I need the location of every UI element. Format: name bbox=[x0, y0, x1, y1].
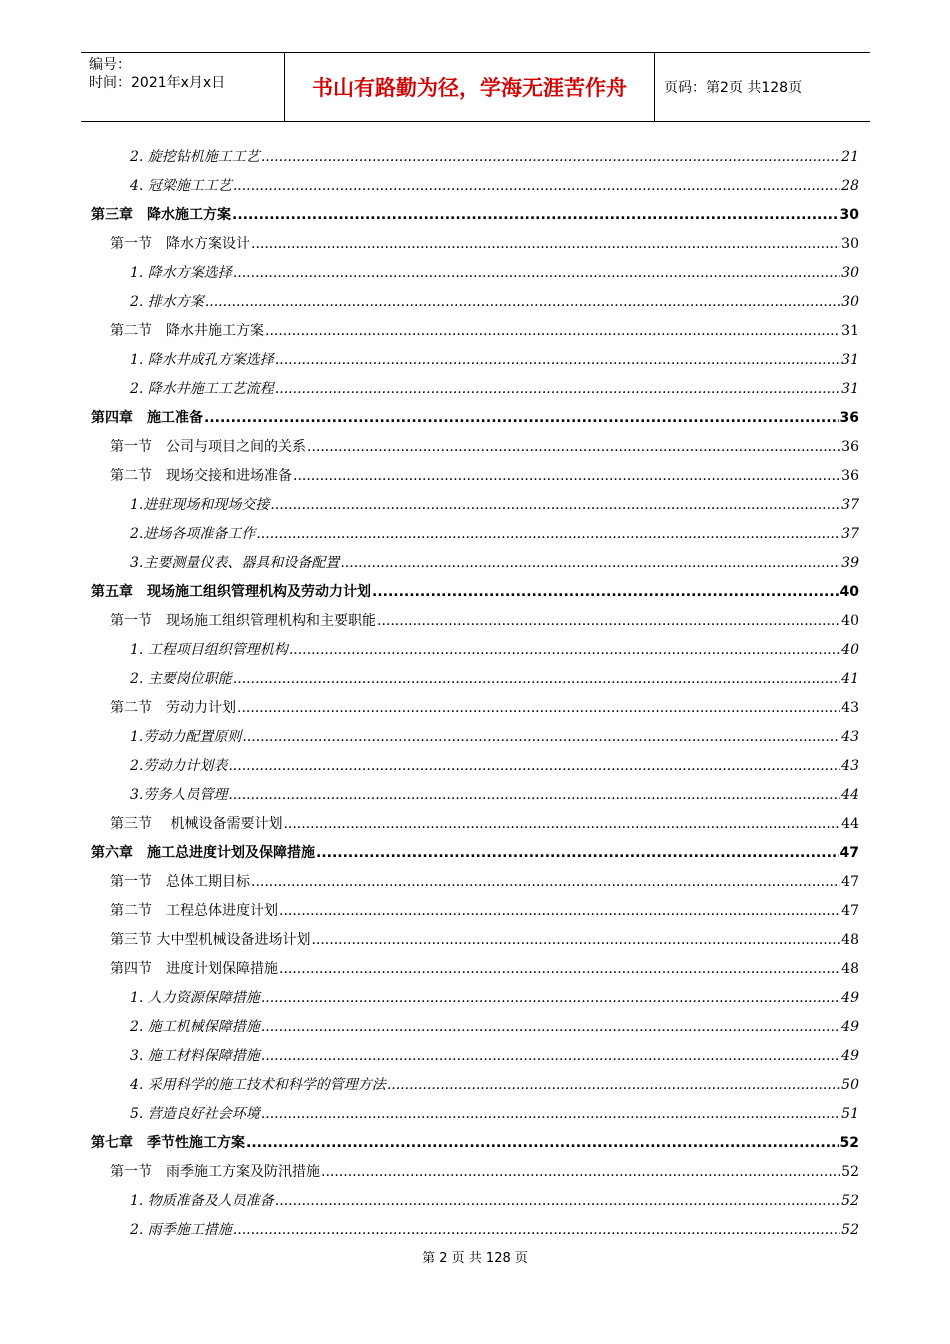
toc-entry[interactable] bbox=[91, 660, 859, 689]
header-motto: 书山有路勤为径，学海无涯苦作舟 bbox=[284, 53, 655, 121]
toc-entry-page: 47 bbox=[839, 845, 859, 861]
toc-entry[interactable] bbox=[91, 1037, 859, 1066]
toc-entry[interactable] bbox=[91, 283, 859, 312]
toc-leader-dots bbox=[233, 669, 840, 689]
toc-entry-page: 52 bbox=[839, 1135, 859, 1151]
toc-entry-page: 40 bbox=[841, 613, 859, 629]
toc-entry-page: 48 bbox=[841, 932, 859, 948]
toc-entry-page: 30 bbox=[841, 236, 859, 252]
toc-entry[interactable] bbox=[91, 689, 859, 718]
toc-leader-dots bbox=[279, 901, 840, 921]
toc-entry-title: 第三节 大中型机械设备进场计划 bbox=[110, 932, 311, 948]
toc-leader-dots bbox=[279, 959, 840, 979]
table-of-contents bbox=[91, 138, 859, 1240]
toc-entry-page: 49 bbox=[841, 1048, 859, 1064]
toc-leader-dots bbox=[321, 1162, 840, 1182]
toc-entry[interactable] bbox=[91, 1124, 859, 1153]
toc-entry-page: 31 bbox=[841, 352, 859, 368]
toc-entry-title: 1. 工程项目组织管理机构 bbox=[130, 642, 288, 658]
toc-entry-page: 40 bbox=[841, 642, 859, 658]
header-meta bbox=[81, 53, 276, 121]
toc-entry-title: 第二节 工程总体进度计划 bbox=[110, 903, 278, 919]
toc-entry-title: 第七章 季节性施工方案 bbox=[91, 1135, 245, 1151]
toc-leader-dots bbox=[237, 698, 840, 718]
toc-entry-page: 30 bbox=[839, 207, 859, 223]
toc-entry-page: 31 bbox=[841, 381, 859, 397]
toc-entry[interactable] bbox=[91, 1182, 859, 1211]
toc-entry-title: 1.进驻现场和现场交接 bbox=[130, 497, 270, 513]
toc-entry-page: 48 bbox=[841, 961, 859, 977]
toc-leader-dots bbox=[316, 843, 839, 863]
toc-entry-page: 52 bbox=[841, 1222, 859, 1238]
toc-leader-dots bbox=[233, 176, 840, 196]
toc-entry[interactable] bbox=[91, 196, 859, 225]
toc-entry[interactable] bbox=[91, 138, 859, 167]
toc-entry-page: 50 bbox=[841, 1077, 859, 1093]
toc-entry[interactable] bbox=[91, 921, 859, 950]
toc-entry[interactable] bbox=[91, 341, 859, 370]
toc-entry[interactable] bbox=[91, 573, 859, 602]
toc-entry[interactable] bbox=[91, 1066, 859, 1095]
toc-entry-title: 第二节 劳动力计划 bbox=[110, 700, 236, 716]
toc-entry-title: 第四章 施工准备 bbox=[91, 410, 203, 426]
toc-entry-page: 44 bbox=[841, 787, 859, 803]
toc-leader-dots bbox=[275, 1191, 840, 1211]
toc-entry-page: 37 bbox=[841, 526, 859, 542]
toc-leader-dots bbox=[251, 872, 840, 892]
toc-entry-title: 2. 主要岗位职能 bbox=[130, 671, 232, 687]
toc-entry-page: 52 bbox=[841, 1193, 859, 1209]
toc-entry[interactable] bbox=[91, 776, 859, 805]
toc-entry-title: 第一节 总体工期目标 bbox=[110, 874, 250, 890]
toc-leader-dots bbox=[251, 234, 840, 254]
page-header bbox=[81, 52, 870, 122]
toc-entry[interactable] bbox=[91, 544, 859, 573]
document-number-label: 编号： bbox=[89, 57, 131, 73]
toc-leader-dots bbox=[261, 147, 840, 167]
toc-leader-dots bbox=[256, 524, 840, 544]
toc-entry-page: 31 bbox=[841, 323, 859, 339]
header-page-info: 页码：第2页 共128页 bbox=[664, 80, 803, 96]
toc-entry-page: 49 bbox=[841, 1019, 859, 1035]
toc-entry-page: 36 bbox=[839, 410, 859, 426]
toc-entry-title: 1.劳动力配置原则 bbox=[130, 729, 242, 745]
toc-entry-title: 1. 物质准备及人员准备 bbox=[130, 1193, 274, 1209]
toc-entry-page: 47 bbox=[841, 903, 859, 919]
toc-entry-title: 第二节 降水井施工方案 bbox=[110, 323, 264, 339]
toc-entry-title: 第五章 现场施工组织管理机构及劳动力计划 bbox=[91, 584, 371, 600]
toc-leader-dots bbox=[307, 437, 840, 457]
toc-leader-dots bbox=[372, 582, 839, 602]
toc-entry-title: 2. 雨季施工措施 bbox=[130, 1222, 232, 1238]
toc-leader-dots bbox=[232, 205, 839, 225]
toc-entry[interactable] bbox=[91, 1095, 859, 1124]
toc-entry-page: 52 bbox=[841, 1164, 859, 1180]
toc-entry[interactable] bbox=[91, 515, 859, 544]
toc-entry-page: 41 bbox=[841, 671, 859, 687]
toc-entry-title: 第一节 现场施工组织管理机构和主要职能 bbox=[110, 613, 376, 629]
toc-entry-page: 39 bbox=[841, 555, 859, 571]
toc-entry-title: 第一节 雨季施工方案及防汛措施 bbox=[110, 1164, 320, 1180]
page-footer: 第 2 页 共 128 页 bbox=[422, 1251, 528, 1266]
toc-entry-title: 1. 降水方案选择 bbox=[130, 265, 232, 281]
toc-entry[interactable] bbox=[91, 428, 859, 457]
toc-leader-dots bbox=[377, 611, 840, 631]
toc-entry-page: 21 bbox=[841, 149, 859, 165]
toc-entry-page: 43 bbox=[841, 758, 859, 774]
toc-entry[interactable] bbox=[91, 950, 859, 979]
toc-entry-page: 36 bbox=[841, 468, 859, 484]
toc-entry-title: 第四节 进度计划保障措施 bbox=[110, 961, 278, 977]
toc-leader-dots bbox=[261, 1046, 840, 1066]
toc-entry[interactable] bbox=[91, 602, 859, 631]
toc-entry-title: 3. 施工材料保障措施 bbox=[130, 1048, 260, 1064]
toc-entry-page: 30 bbox=[841, 294, 859, 310]
toc-entry[interactable] bbox=[91, 631, 859, 660]
toc-entry[interactable] bbox=[91, 892, 859, 921]
toc-entry-page: 36 bbox=[841, 439, 859, 455]
toc-entry-page: 40 bbox=[839, 584, 859, 600]
toc-leader-dots bbox=[311, 930, 840, 950]
toc-entry-title: 2.进场各项准备工作 bbox=[130, 526, 256, 542]
toc-entry-title: 2. 降水井施工工艺流程 bbox=[130, 381, 274, 397]
toc-entry-title: 第二节 现场交接和进场准备 bbox=[110, 468, 292, 484]
toc-entry[interactable] bbox=[91, 225, 859, 254]
toc-leader-dots bbox=[242, 727, 840, 747]
toc-entry-title: 2. 旋挖钻机施工工艺 bbox=[130, 149, 260, 165]
toc-entry[interactable] bbox=[91, 1153, 859, 1182]
toc-leader-dots bbox=[246, 1133, 839, 1153]
toc-entry-title: 第三章 降水施工方案 bbox=[91, 207, 231, 223]
toc-entry[interactable] bbox=[91, 457, 859, 486]
toc-leader-dots bbox=[275, 350, 840, 370]
toc-leader-dots bbox=[387, 1075, 840, 1095]
toc-entry[interactable] bbox=[91, 863, 859, 892]
toc-leader-dots bbox=[340, 553, 840, 573]
toc-entry[interactable] bbox=[91, 254, 859, 283]
toc-entry[interactable] bbox=[91, 805, 859, 834]
toc-leader-dots bbox=[228, 785, 840, 805]
toc-entry[interactable] bbox=[91, 399, 859, 428]
toc-entry-page: 28 bbox=[841, 178, 859, 194]
toc-entry-title: 2. 排水方案 bbox=[130, 294, 204, 310]
toc-entry-page: 47 bbox=[841, 874, 859, 890]
toc-entry[interactable] bbox=[91, 718, 859, 747]
toc-entry-title: 第一节 公司与项目之间的关系 bbox=[110, 439, 306, 455]
toc-entry[interactable] bbox=[91, 747, 859, 776]
toc-entry[interactable] bbox=[91, 1008, 859, 1037]
toc-leader-dots bbox=[270, 495, 840, 515]
toc-entry[interactable] bbox=[91, 486, 859, 515]
toc-leader-dots bbox=[204, 408, 839, 428]
toc-leader-dots bbox=[205, 292, 840, 312]
toc-leader-dots bbox=[233, 263, 840, 283]
toc-leader-dots bbox=[275, 379, 840, 399]
toc-entry-title: 4. 冠梁施工工艺 bbox=[130, 178, 232, 194]
toc-entry-title: 3.劳务人员管理 bbox=[130, 787, 228, 803]
toc-entry-title: 2.劳动力计划表 bbox=[130, 758, 228, 774]
toc-entry[interactable] bbox=[91, 370, 859, 399]
toc-entry[interactable] bbox=[91, 834, 859, 863]
toc-entry-page: 43 bbox=[841, 700, 859, 716]
toc-entry-page: 51 bbox=[841, 1106, 859, 1122]
toc-entry-title: 第一节 降水方案设计 bbox=[110, 236, 250, 252]
toc-entry[interactable] bbox=[91, 979, 859, 1008]
document-time-label: 时间：2021年x月x日 bbox=[89, 75, 226, 91]
toc-leader-dots bbox=[228, 756, 840, 776]
toc-leader-dots bbox=[261, 1017, 840, 1037]
toc-entry[interactable] bbox=[91, 312, 859, 341]
toc-entry-title: 3.主要测量仪表、器具和设备配置 bbox=[130, 555, 340, 571]
toc-leader-dots bbox=[261, 1104, 840, 1124]
toc-leader-dots bbox=[233, 1220, 840, 1240]
toc-entry-title: 1. 降水井成孔方案选择 bbox=[130, 352, 274, 368]
toc-entry-page: 30 bbox=[841, 265, 859, 281]
toc-leader-dots bbox=[293, 466, 840, 486]
toc-leader-dots bbox=[283, 814, 840, 834]
toc-entry-page: 49 bbox=[841, 990, 859, 1006]
toc-entry[interactable] bbox=[91, 167, 859, 196]
toc-entry-page: 43 bbox=[841, 729, 859, 745]
toc-entry-title: 1. 人力资源保障措施 bbox=[130, 990, 260, 1006]
toc-entry-title: 5. 营造良好社会环境 bbox=[130, 1106, 260, 1122]
toc-entry[interactable] bbox=[91, 1211, 859, 1240]
toc-leader-dots bbox=[289, 640, 840, 660]
toc-leader-dots bbox=[265, 321, 840, 341]
toc-entry-title: 第六章 施工总进度计划及保障措施 bbox=[91, 845, 315, 861]
toc-entry-page: 37 bbox=[841, 497, 859, 513]
toc-leader-dots bbox=[261, 988, 840, 1008]
toc-entry-title: 2. 施工机械保障措施 bbox=[130, 1019, 260, 1035]
toc-entry-page: 44 bbox=[841, 816, 859, 832]
toc-entry-title: 第三节 机械设备需要计划 bbox=[110, 816, 283, 832]
toc-entry-title: 4. 采用科学的施工技术和科学的管理方法 bbox=[130, 1077, 386, 1093]
